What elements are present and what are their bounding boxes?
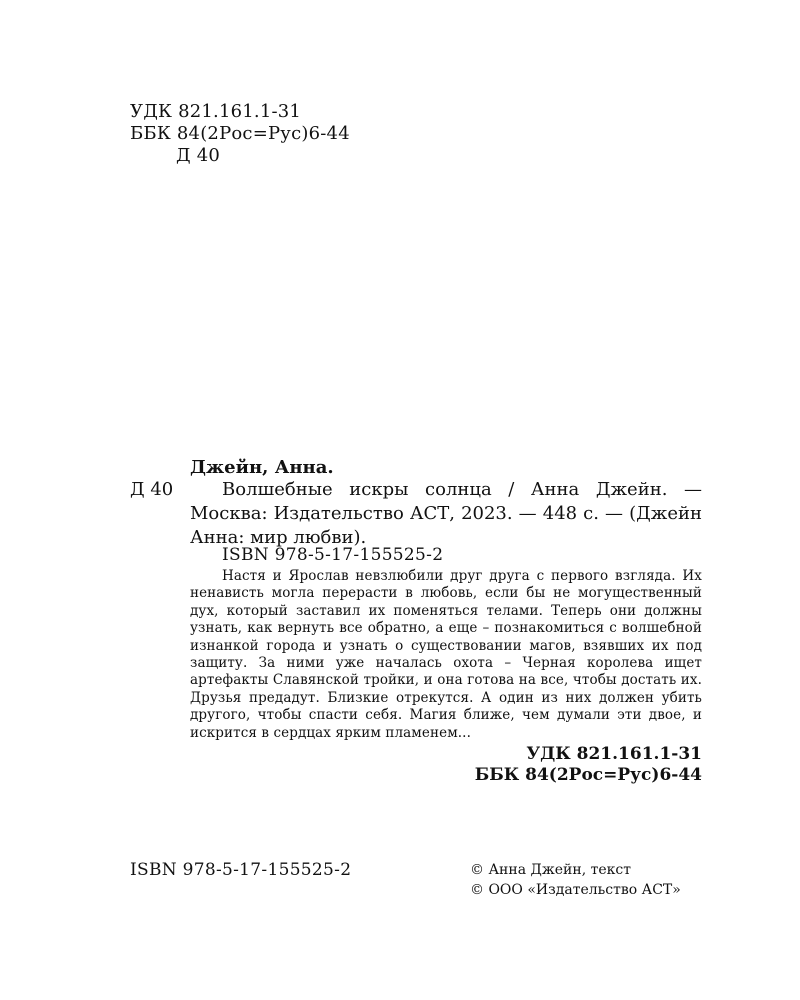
- author-mark-entry: Д 40: [130, 479, 174, 500]
- classification-codes: [475, 744, 702, 786]
- copyright-author: © Анна Джейн, текст: [470, 862, 631, 878]
- bbk-code: ББК 84(2Рос=Рус)6-44: [474, 765, 702, 785]
- author-name: Джейн, Анна.: [190, 457, 334, 478]
- title-line: Волшебные искры солнца / Анна Джейн. — Москва: Издательство АСТ, 2023. — 448 с. — (Джейн Анна: мир любви).: [190, 479, 702, 548]
- bibliographic-description: [190, 478, 702, 550]
- copyright-block: [470, 860, 681, 900]
- isbn-footer: ISBN 978-5-17-155525-2: [130, 860, 352, 880]
- udk-code-top: УДК 821.161.1-31: [130, 101, 302, 122]
- bbk-code-top: ББК 84(2Рос=Рус)6-44: [130, 123, 350, 144]
- isbn-entry: ISBN 978-5-17-155525-2: [222, 545, 444, 565]
- copyright-publisher: © ООО «Издательство АСТ»: [470, 882, 681, 898]
- author-mark-top: Д 40: [176, 145, 221, 166]
- udk-code: УДК 821.161.1-31: [526, 744, 702, 764]
- annotation-text: Настя и Ярослав невзлюбили друг друга с первого взгляда. Их ненависть могла перерасти в любовь, если бы не могущественный дух, который заставил их поменяться телами. Теперь они должны узнать, как вернуть все обратно, а еще – познакомиться с волшебной изнанкой города и узнать о существовании магов, взявших их под защиту. За ними уже началась охота – Черная королева ищет артефакты Славянской тройки, и она готова на все, чтобы достать их. Друзья предадут. Близкие отрекутся. А один из них должен убить другого, чтобы спасти себя. Магия ближе, чем думали эти двое, и искрится в сердцах ярким пламенем...: [190, 568, 702, 741]
